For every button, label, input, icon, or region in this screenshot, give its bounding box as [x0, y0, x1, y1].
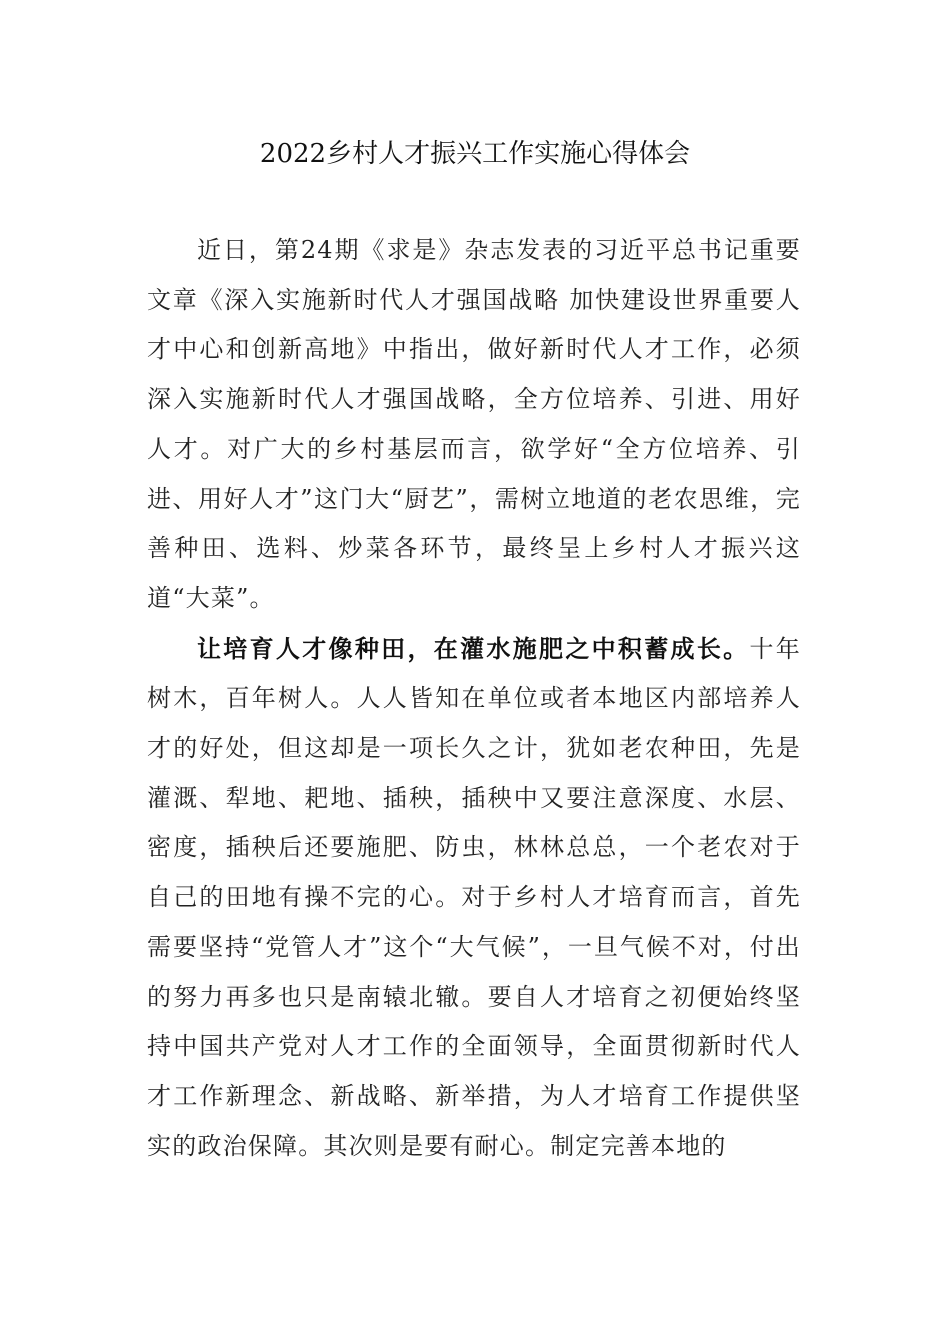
paragraph-talent-cultivation-text: 十年树木，百年树人。人人皆知在单位或者本地区内部培养人才的好处，但这却是一项长久之计，犹如老农种田，先是灌溉、犁地、耙地、插秧，插秧中又要注意深度、水层、密度，插秧后还要施肥、防虫，林林总总，一个老农对于自己的田地有操不完的心。对于乡村人才培育而言，首先需要坚持“党管人才”这个“大气候”，一旦气候不对，付出的努力再多也只是南辕北辙。要自人才培育之初便始终坚持中国共产党对人才工作的全面领导，全面贯彻新时代人才工作新理念、新战略、新举措，为人才培育工作提供坚实的政治保障。其次则是要有耐心。制定完善本地的	[147, 634, 801, 1160]
paragraph-lead-sentence: 让培育人才像种田，在灌水施肥之中积蓄成长。	[197, 633, 750, 663]
document-title: 2022乡村人才振兴工作实施心得体会	[259, 139, 691, 169]
paragraph-talent-cultivation	[147, 624, 801, 1172]
paragraph-intro	[147, 226, 801, 624]
document-body	[147, 226, 801, 1171]
paragraph-intro-text: 近日，第24期《求是》杂志发表的习近平总书记重要文章《深入实施新时代人才强国战略 加快建设世界重要人才中心和创新高地》中指出，做好新时代人才工作，必须深入实施新时代人才强国战略，全方位培养、引进、用好人才。对广大的乡村基层而言，欲学好“全方位培养、引进、用好人才”这门大“厨艺”，需树立地道的老农思维，完善种田、选料、炒菜各环节，最终呈上乡村人才振兴这道“大菜”。	[147, 236, 801, 612]
